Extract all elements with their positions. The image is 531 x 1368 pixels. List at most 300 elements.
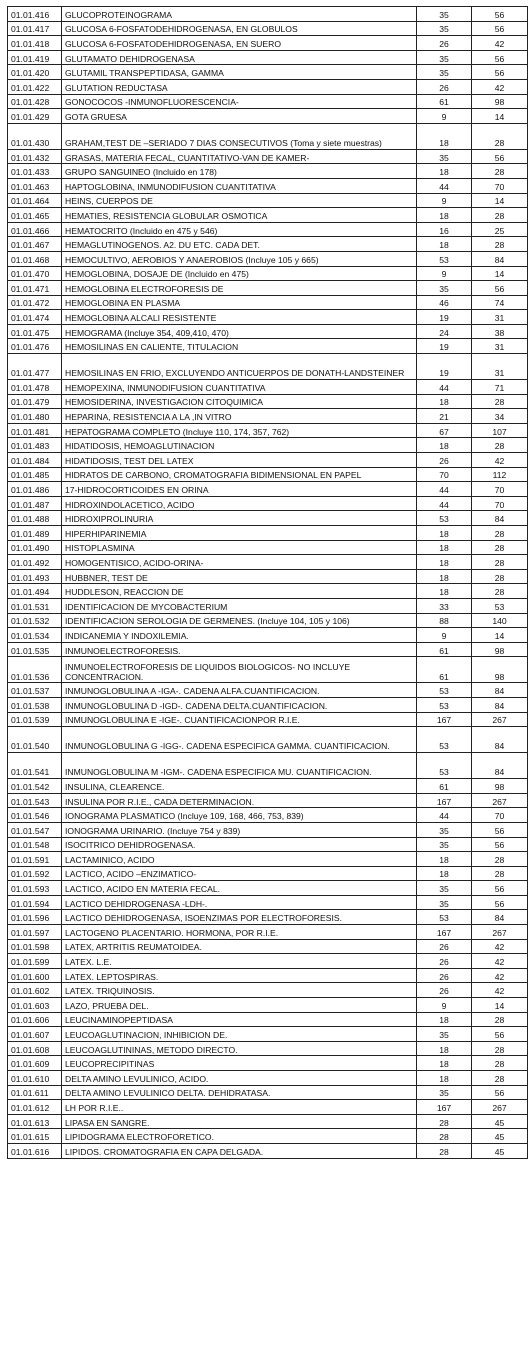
row-value-a: 28 xyxy=(417,1129,472,1144)
row-value-a: 16 xyxy=(417,222,472,237)
row-description: HEMOGLOBINA ALCALI RESISTENTE xyxy=(62,310,417,325)
table-row xyxy=(8,555,528,570)
row-value-b: 56 xyxy=(472,7,528,22)
row-code: 01.01.531 xyxy=(8,598,62,613)
table-row xyxy=(8,998,528,1013)
row-value-b: 14 xyxy=(472,628,528,643)
row-value-b: 45 xyxy=(472,1143,528,1158)
row-value-a: 67 xyxy=(417,423,472,438)
row-code: 01.01.591 xyxy=(8,852,62,867)
row-value-b: 140 xyxy=(472,613,528,628)
row-value-b: 107 xyxy=(472,423,528,438)
table-row xyxy=(8,149,528,164)
row-code: 01.01.599 xyxy=(8,954,62,969)
row-code: 01.01.608 xyxy=(8,1041,62,1056)
row-description: GRUPO SANGUINEO (Incluido en 178) xyxy=(62,164,417,179)
row-code: 01.01.616 xyxy=(8,1143,62,1158)
row-value-b: 84 xyxy=(472,753,528,779)
table-row xyxy=(8,822,528,837)
row-value-a: 35 xyxy=(417,1085,472,1100)
row-value-b: 84 xyxy=(472,727,528,753)
row-description: GONOCOCOS -INMUNOFLUORESCENCIA- xyxy=(62,94,417,109)
table-row xyxy=(8,281,528,296)
row-description: INMUNOGLOBULINA M -IGM-. CADENA ESPECIFICA MU. CUANTIFICACION. xyxy=(62,753,417,779)
row-value-b: 45 xyxy=(472,1129,528,1144)
row-code: 01.01.477 xyxy=(8,354,62,380)
row-value-b: 56 xyxy=(472,50,528,65)
row-value-b: 267 xyxy=(472,1100,528,1115)
row-code: 01.01.484 xyxy=(8,453,62,468)
row-description: LACTICO DEHIDROGENASA, ISOENZIMAS POR ELECTROFORESIS. xyxy=(62,910,417,925)
row-description: HEPARINA, RESISTENCIA A LA ,IN VITRO xyxy=(62,409,417,424)
row-value-a: 19 xyxy=(417,310,472,325)
row-code: 01.01.467 xyxy=(8,237,62,252)
table-row xyxy=(8,394,528,409)
row-value-a: 9 xyxy=(417,193,472,208)
row-value-a: 35 xyxy=(417,21,472,36)
row-value-a: 35 xyxy=(417,881,472,896)
row-value-a: 28 xyxy=(417,1143,472,1158)
row-code: 01.01.598 xyxy=(8,939,62,954)
row-value-b: 28 xyxy=(472,394,528,409)
row-value-a: 44 xyxy=(417,178,472,193)
row-value-b: 28 xyxy=(472,569,528,584)
table-row xyxy=(8,324,528,339)
row-description: INMUNOGLOBULINA A -IGA-. CADENA ALFA.CUANTIFICACION. xyxy=(62,683,417,698)
row-code: 01.01.476 xyxy=(8,339,62,354)
row-description: HUDDLESON, REACCION DE xyxy=(62,584,417,599)
row-value-b: 31 xyxy=(472,310,528,325)
row-description: HIDATIDOSIS, HEMOAGLUTINACION xyxy=(62,438,417,453)
table-row xyxy=(8,712,528,727)
row-value-b: 98 xyxy=(472,779,528,794)
row-value-a: 167 xyxy=(417,1100,472,1115)
row-value-a: 35 xyxy=(417,149,472,164)
row-value-a: 35 xyxy=(417,1027,472,1042)
row-code: 01.01.465 xyxy=(8,208,62,223)
row-description: GOTA GRUESA xyxy=(62,109,417,124)
row-value-a: 35 xyxy=(417,895,472,910)
row-description: HIPERHIPARINEMIA xyxy=(62,526,417,541)
row-code: 01.01.475 xyxy=(8,324,62,339)
row-description: GRAHAM,TEST DE –SERIADO 7 DIAS CONSECUTIVOS (Toma y siete muestras) xyxy=(62,123,417,149)
table-row xyxy=(8,939,528,954)
row-value-b: 70 xyxy=(472,178,528,193)
row-value-a: 18 xyxy=(417,1056,472,1071)
row-value-a: 18 xyxy=(417,569,472,584)
row-description: HIDRATOS DE CARBONO, CROMATOGRAFIA BIDIMENSIONAL EN PAPEL xyxy=(62,467,417,482)
row-description: LIPIDOGRAMA ELECTROFORETICO. xyxy=(62,1129,417,1144)
row-value-b: 56 xyxy=(472,281,528,296)
row-description: LATEX, ARTRITIS REUMATOIDEA. xyxy=(62,939,417,954)
row-value-a: 35 xyxy=(417,50,472,65)
row-value-a: 28 xyxy=(417,1114,472,1129)
row-value-a: 18 xyxy=(417,852,472,867)
table-row xyxy=(8,36,528,51)
table-row xyxy=(8,526,528,541)
row-code: 01.01.418 xyxy=(8,36,62,51)
row-value-b: 28 xyxy=(472,526,528,541)
table-row xyxy=(8,584,528,599)
row-description: GLUCOSA 6-FOSFATODEHIDROGENASA, EN GLOBULOS xyxy=(62,21,417,36)
row-code: 01.01.468 xyxy=(8,251,62,266)
row-value-a: 167 xyxy=(417,712,472,727)
row-description: ISOCITRICO DEHIDROGENASA. xyxy=(62,837,417,852)
table-row xyxy=(8,208,528,223)
row-value-a: 18 xyxy=(417,1041,472,1056)
row-value-a: 33 xyxy=(417,598,472,613)
row-value-a: 26 xyxy=(417,968,472,983)
row-value-b: 56 xyxy=(472,21,528,36)
row-description: INMUNOGLOBULINA E -IGE-. CUANTIFICACIONPOR R.I.E. xyxy=(62,712,417,727)
row-code: 01.01.486 xyxy=(8,482,62,497)
row-description: LATEX. L.E. xyxy=(62,954,417,969)
row-code: 01.01.493 xyxy=(8,569,62,584)
row-code: 01.01.535 xyxy=(8,642,62,657)
table-row xyxy=(8,1085,528,1100)
table-row xyxy=(8,511,528,526)
row-value-a: 167 xyxy=(417,925,472,940)
row-description: HEMOSIDERINA, INVESTIGACION CITOQUIMICA xyxy=(62,394,417,409)
row-description: LACTICO, ACIDO EN MATERIA FECAL. xyxy=(62,881,417,896)
row-value-b: 42 xyxy=(472,79,528,94)
row-description: HOMOGENTISICO, ACIDO-ORINA- xyxy=(62,555,417,570)
row-value-a: 18 xyxy=(417,123,472,149)
row-value-b: 28 xyxy=(472,1012,528,1027)
row-code: 01.01.487 xyxy=(8,496,62,511)
row-code: 01.01.602 xyxy=(8,983,62,998)
row-value-a: 44 xyxy=(417,380,472,395)
row-description: LEUCOAGLUTININAS, METODO DIRECTO. xyxy=(62,1041,417,1056)
row-description: INMUNOGLOBULINA D -IGD-. CADENA DELTA.CUANTIFICACION. xyxy=(62,697,417,712)
row-value-b: 28 xyxy=(472,208,528,223)
row-code: 01.01.420 xyxy=(8,65,62,80)
table-row xyxy=(8,409,528,424)
row-description: GLUCOPROTEINOGRAMA xyxy=(62,7,417,22)
row-value-a: 35 xyxy=(417,7,472,22)
row-code: 01.01.593 xyxy=(8,881,62,896)
row-description: HEMOSILINAS EN CALIENTE, TITULACION xyxy=(62,339,417,354)
table-row xyxy=(8,569,528,584)
row-code: 01.01.611 xyxy=(8,1085,62,1100)
row-value-b: 28 xyxy=(472,852,528,867)
row-description: HEMATOCRITO (Incluido en 475 y 546) xyxy=(62,222,417,237)
table-row xyxy=(8,295,528,310)
table-row xyxy=(8,968,528,983)
table-row xyxy=(8,983,528,998)
row-description: IONOGRAMA URINARIO. (Incluye 754 y 839) xyxy=(62,822,417,837)
row-description: DELTA AMINO LEVULINICO, ACIDO. xyxy=(62,1071,417,1086)
row-value-b: 70 xyxy=(472,808,528,823)
row-value-b: 28 xyxy=(472,540,528,555)
row-code: 01.01.466 xyxy=(8,222,62,237)
row-value-a: 167 xyxy=(417,793,472,808)
row-value-a: 9 xyxy=(417,109,472,124)
table-row xyxy=(8,598,528,613)
row-value-a: 53 xyxy=(417,683,472,698)
row-value-b: 31 xyxy=(472,339,528,354)
row-value-a: 46 xyxy=(417,295,472,310)
row-value-b: 28 xyxy=(472,584,528,599)
row-value-b: 71 xyxy=(472,380,528,395)
row-code: 01.01.433 xyxy=(8,164,62,179)
table-row xyxy=(8,50,528,65)
row-description: LEUCOAGLUTINACION, INHIBICION DE. xyxy=(62,1027,417,1042)
row-value-a: 18 xyxy=(417,208,472,223)
row-code: 01.01.600 xyxy=(8,968,62,983)
row-value-b: 28 xyxy=(472,866,528,881)
row-code: 01.01.429 xyxy=(8,109,62,124)
row-value-a: 35 xyxy=(417,822,472,837)
table-row xyxy=(8,779,528,794)
row-description: LEUCINAMINOPEPTIDASA xyxy=(62,1012,417,1027)
table-row xyxy=(8,178,528,193)
row-description: HEMATIES, RESISTENCIA GLOBULAR OSMOTICA xyxy=(62,208,417,223)
row-code: 01.01.542 xyxy=(8,779,62,794)
row-code: 01.01.547 xyxy=(8,822,62,837)
table-row xyxy=(8,222,528,237)
row-code: 01.01.548 xyxy=(8,837,62,852)
table-row xyxy=(8,438,528,453)
row-code: 01.01.606 xyxy=(8,1012,62,1027)
row-value-a: 53 xyxy=(417,251,472,266)
row-value-b: 42 xyxy=(472,968,528,983)
row-description: HUBBNER, TEST DE xyxy=(62,569,417,584)
row-value-a: 19 xyxy=(417,354,472,380)
row-code: 01.01.536 xyxy=(8,657,62,683)
row-value-b: 70 xyxy=(472,496,528,511)
row-description: GLUTATION REDUCTASA xyxy=(62,79,417,94)
row-value-b: 28 xyxy=(472,1041,528,1056)
row-value-b: 98 xyxy=(472,657,528,683)
row-value-b: 31 xyxy=(472,354,528,380)
row-value-a: 18 xyxy=(417,555,472,570)
row-value-b: 267 xyxy=(472,793,528,808)
row-description: HEMOPEXINA, INMUNODIFUSION CUANTITATIVA xyxy=(62,380,417,395)
row-value-a: 53 xyxy=(417,697,472,712)
table-row xyxy=(8,910,528,925)
table-row xyxy=(8,164,528,179)
table-row xyxy=(8,628,528,643)
table-row xyxy=(8,866,528,881)
row-value-b: 45 xyxy=(472,1114,528,1129)
row-code: 01.01.594 xyxy=(8,895,62,910)
table-row xyxy=(8,453,528,468)
row-description: INMUNOELECTROFORESIS DE LIQUIDOS BIOLOGICOS- NO INCLUYE CONCENTRACION. xyxy=(62,657,417,683)
price-table-body xyxy=(8,7,528,1159)
row-value-a: 70 xyxy=(417,467,472,482)
table-row xyxy=(8,79,528,94)
row-value-b: 28 xyxy=(472,123,528,149)
row-code: 01.01.613 xyxy=(8,1114,62,1129)
table-row xyxy=(8,657,528,683)
row-value-a: 35 xyxy=(417,281,472,296)
row-value-b: 14 xyxy=(472,998,528,1013)
row-value-b: 70 xyxy=(472,482,528,497)
row-value-a: 9 xyxy=(417,998,472,1013)
table-row xyxy=(8,1041,528,1056)
row-code: 01.01.539 xyxy=(8,712,62,727)
row-value-a: 26 xyxy=(417,983,472,998)
row-value-a: 44 xyxy=(417,808,472,823)
row-value-a: 9 xyxy=(417,628,472,643)
row-value-a: 61 xyxy=(417,94,472,109)
row-code: 01.01.541 xyxy=(8,753,62,779)
row-value-b: 42 xyxy=(472,954,528,969)
row-code: 01.01.485 xyxy=(8,467,62,482)
table-row xyxy=(8,251,528,266)
row-value-a: 35 xyxy=(417,837,472,852)
table-row xyxy=(8,339,528,354)
row-code: 01.01.543 xyxy=(8,793,62,808)
row-description: LATEX. TRIQUINOSIS. xyxy=(62,983,417,998)
row-value-b: 28 xyxy=(472,1071,528,1086)
row-code: 01.01.470 xyxy=(8,266,62,281)
row-value-a: 26 xyxy=(417,36,472,51)
row-value-b: 84 xyxy=(472,251,528,266)
row-description: INDICANEMIA Y INDOXILEMIA. xyxy=(62,628,417,643)
row-code: 01.01.417 xyxy=(8,21,62,36)
row-value-b: 84 xyxy=(472,697,528,712)
row-value-b: 28 xyxy=(472,438,528,453)
table-row xyxy=(8,683,528,698)
row-value-a: 61 xyxy=(417,642,472,657)
row-description: HEMOCULTIVO, AEROBIOS Y ANAEROBIOS (Incluye 105 y 665) xyxy=(62,251,417,266)
row-value-b: 112 xyxy=(472,467,528,482)
row-description: HEMOGLOBINA, DOSAJE DE (Incluido en 475) xyxy=(62,266,417,281)
row-value-b: 42 xyxy=(472,939,528,954)
row-code: 01.01.546 xyxy=(8,808,62,823)
row-description: LACTICO DEHIDROGENASA -LDH-. xyxy=(62,895,417,910)
row-value-a: 26 xyxy=(417,939,472,954)
row-description: LEUCOPRECIPITINAS xyxy=(62,1056,417,1071)
table-row xyxy=(8,310,528,325)
table-row xyxy=(8,1100,528,1115)
row-description: GRASAS, MATERIA FECAL, CUANTITATIVO-VAN DE KAMER- xyxy=(62,149,417,164)
row-description: LACTAMINICO, ACIDO xyxy=(62,852,417,867)
row-value-a: 26 xyxy=(417,954,472,969)
row-code: 01.01.488 xyxy=(8,511,62,526)
table-row xyxy=(8,354,528,380)
row-value-b: 56 xyxy=(472,65,528,80)
row-value-a: 18 xyxy=(417,526,472,541)
row-value-a: 18 xyxy=(417,394,472,409)
row-value-b: 267 xyxy=(472,712,528,727)
row-value-b: 38 xyxy=(472,324,528,339)
row-code: 01.01.615 xyxy=(8,1129,62,1144)
table-row xyxy=(8,1056,528,1071)
table-row xyxy=(8,266,528,281)
row-value-b: 34 xyxy=(472,409,528,424)
row-description: GLUTAMATO DEHIDROGENASA xyxy=(62,50,417,65)
row-value-b: 56 xyxy=(472,881,528,896)
row-description: HIDROXINDOLACETICO, ACIDO xyxy=(62,496,417,511)
table-row xyxy=(8,852,528,867)
table-row xyxy=(8,21,528,36)
table-row xyxy=(8,496,528,511)
row-value-a: 44 xyxy=(417,482,472,497)
table-row xyxy=(8,753,528,779)
row-code: 01.01.489 xyxy=(8,526,62,541)
table-row xyxy=(8,895,528,910)
row-code: 01.01.596 xyxy=(8,910,62,925)
row-value-a: 44 xyxy=(417,496,472,511)
row-value-b: 28 xyxy=(472,1056,528,1071)
table-row xyxy=(8,793,528,808)
row-value-a: 18 xyxy=(417,237,472,252)
table-row xyxy=(8,193,528,208)
table-row xyxy=(8,1012,528,1027)
row-description: HEMOGRAMA (Incluye 354, 409,410, 470) xyxy=(62,324,417,339)
row-description: HEPATOGRAMA COMPLETO (Incluye 110, 174, 357, 762) xyxy=(62,423,417,438)
table-row xyxy=(8,881,528,896)
row-value-b: 42 xyxy=(472,36,528,51)
row-code: 01.01.471 xyxy=(8,281,62,296)
row-value-b: 53 xyxy=(472,598,528,613)
row-description: 17-HIDROCORTICOIDES EN ORINA xyxy=(62,482,417,497)
row-description: HAPTOGLOBINA, INMUNODIFUSION CUANTITATIVA xyxy=(62,178,417,193)
row-value-b: 84 xyxy=(472,910,528,925)
table-row xyxy=(8,1114,528,1129)
row-description: INMUNOELECTROFORESIS. xyxy=(62,642,417,657)
row-description: INSULINA, CLEARENCE. xyxy=(62,779,417,794)
row-value-b: 84 xyxy=(472,511,528,526)
row-value-b: 25 xyxy=(472,222,528,237)
row-value-b: 42 xyxy=(472,453,528,468)
row-code: 01.01.463 xyxy=(8,178,62,193)
row-description: IDENTIFICACION SEROLOGIA DE GERMENES. (Incluye 104, 105 y 106) xyxy=(62,613,417,628)
row-description: IONOGRAMA PLASMATICO (Incluye 109, 168, 466, 753, 839) xyxy=(62,808,417,823)
table-row xyxy=(8,237,528,252)
table-row xyxy=(8,954,528,969)
row-code: 01.01.481 xyxy=(8,423,62,438)
row-code: 01.01.534 xyxy=(8,628,62,643)
table-row xyxy=(8,1071,528,1086)
row-code: 01.01.609 xyxy=(8,1056,62,1071)
row-value-a: 53 xyxy=(417,910,472,925)
row-code: 01.01.422 xyxy=(8,79,62,94)
row-value-b: 98 xyxy=(472,642,528,657)
row-value-b: 28 xyxy=(472,555,528,570)
row-value-a: 18 xyxy=(417,866,472,881)
row-description: INSULINA POR R.I.E., CADA DETERMINACION. xyxy=(62,793,417,808)
row-value-a: 53 xyxy=(417,727,472,753)
row-description: IDENTIFICACION DE MYCOBACTERIUM xyxy=(62,598,417,613)
row-description: HEINS, CUERPOS DE xyxy=(62,193,417,208)
row-value-a: 18 xyxy=(417,584,472,599)
row-value-a: 19 xyxy=(417,339,472,354)
table-row xyxy=(8,613,528,628)
table-row xyxy=(8,1143,528,1158)
row-code: 01.01.592 xyxy=(8,866,62,881)
table-row xyxy=(8,642,528,657)
row-value-a: 21 xyxy=(417,409,472,424)
row-code: 01.01.610 xyxy=(8,1071,62,1086)
row-value-b: 56 xyxy=(472,1085,528,1100)
table-row xyxy=(8,467,528,482)
table-row xyxy=(8,94,528,109)
row-description: HEMOGLOBINA ELECTROFORESIS DE xyxy=(62,281,417,296)
table-row xyxy=(8,697,528,712)
row-value-b: 56 xyxy=(472,895,528,910)
row-description: DELTA AMINO LEVULINICO DELTA. DEHIDRATASA. xyxy=(62,1085,417,1100)
row-value-b: 56 xyxy=(472,149,528,164)
row-value-b: 84 xyxy=(472,683,528,698)
row-code: 01.01.603 xyxy=(8,998,62,1013)
row-value-a: 61 xyxy=(417,657,472,683)
row-description: LACTICO, ACIDO –ENZIMATICO- xyxy=(62,866,417,881)
row-value-a: 18 xyxy=(417,438,472,453)
